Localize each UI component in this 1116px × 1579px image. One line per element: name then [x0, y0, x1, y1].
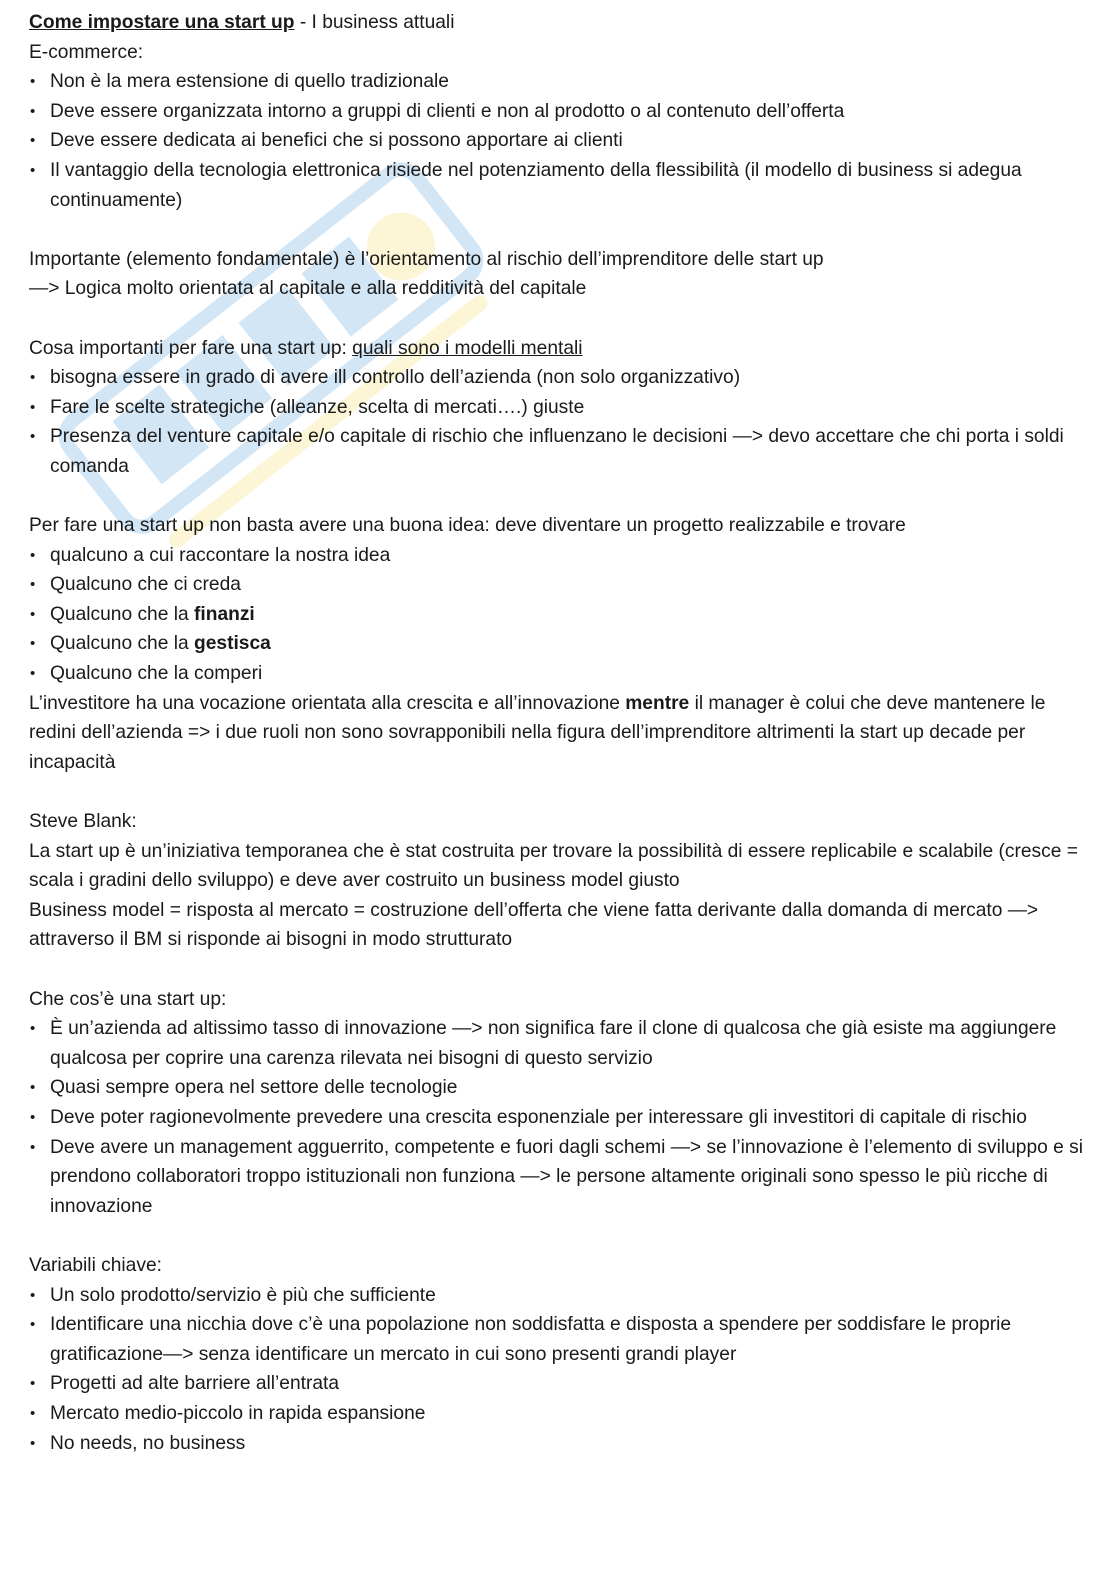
- list-item: • Quasi sempre opera nel settore delle tecnologie: [29, 1073, 1089, 1103]
- idea-list: [29, 541, 1089, 689]
- list-item: • Qualcuno che la comperi: [29, 659, 1089, 689]
- list-item: • bisogna essere in grado di avere ill controllo dell’azienda (non solo organizzativo): [29, 363, 1089, 393]
- blank-paragraph-2: Business model = risposta al mercato = costruzione dell’offerta che viene fatta derivante dalla domanda di mercato —> attraverso il BM si risponde ai bisogni in modo strutturato: [29, 899, 1039, 951]
- mental-models-heading: [29, 334, 1089, 364]
- what-is-list: [29, 1014, 1089, 1221]
- document-page: [29, 8, 1089, 1458]
- list-item: • Non è la mera estensione di quello tradizionale: [29, 67, 1089, 97]
- list-item: • Deve avere un management agguerrito, competente e fuori dagli schemi —> se l’innovazione è l’elemento di sviluppo e si prendono collaboratori troppo istituzionali non funziona —> le persone altamente originali sono spesso le più ricche di innovazione: [29, 1133, 1089, 1222]
- list-item: • È un’azienda ad altissimo tasso di innovazione —> non significa fare il clone di qualcosa che già esiste ma aggiungere qualcosa per coprire una carenza rilevata nei bisogni di questo servizio: [29, 1014, 1089, 1073]
- blank-heading: Steve Blank:: [29, 811, 137, 833]
- list-item: • Presenza del venture capitale e/o capitale di rischio che influenzano le decisioni —> devo accettare che chi porta i soldi comanda: [29, 422, 1089, 481]
- list-item: [29, 600, 1089, 630]
- idea-item4-prefix: Qualcuno che la: [50, 633, 194, 655]
- investor-prefix: L’investitore ha una vocazione orientata alla crescita e all’innovazione: [29, 692, 626, 714]
- list-item: • No needs, no business: [29, 1429, 1089, 1459]
- list-item: • Fare le scelte strategiche (alleanze, scelta di mercati….) giuste: [29, 393, 1089, 423]
- mental-models-list: [29, 363, 1089, 481]
- list-item: • qualcuno a cui raccontare la nostra idea: [29, 541, 1089, 571]
- what-is-heading: Che cos’è una start up:: [29, 988, 227, 1010]
- idea-heading: Per fare una start up non basta avere una buona idea: deve diventare un progetto realizzabile e trovare: [29, 515, 906, 537]
- mental-models-heading-prefix: Cosa importanti per fare una start up:: [29, 337, 353, 359]
- list-item: • Identificare una nicchia dove c’è una popolazione non soddisfatta e disposta a spendere per soddisfare le proprie gratificazione—> senza identificare un mercato in cui sono presenti grandi player: [29, 1310, 1089, 1369]
- idea-item3-prefix: Qualcuno che la: [50, 603, 194, 625]
- idea-item3-bold: finanzi: [194, 603, 255, 625]
- list-item: • Il vantaggio della tecnologia elettronica risiede nel potenziamento della flessibilità (il modello di business si adegua continuamente): [29, 156, 1089, 215]
- ecommerce-list: [29, 67, 1089, 215]
- mental-models-heading-underlined: quali sono i modelli mentali: [352, 337, 583, 359]
- list-item: • Un solo prodotto/servizio è più che sufficiente: [29, 1281, 1089, 1311]
- list-item: • Deve essere dedicata ai benefici che si possono apportare ai clienti: [29, 126, 1089, 156]
- blank-paragraph-1: La start up è un’iniziativa temporanea che è stat costruita per trovare la possibilità di essere replicabile e scalabile (cresce = scala i gradini dello sviluppo) e deve aver costruito un business model giusto: [29, 840, 1078, 892]
- title-strong: Come impostare una start up: [29, 12, 295, 33]
- list-item: • Deve essere organizzata intorno a gruppi di clienti e non al prodotto o al contenuto dell’offerta: [29, 97, 1089, 127]
- ecommerce-heading: E-commerce:: [29, 41, 144, 63]
- list-item: • Progetti ad alte barriere all’entrata: [29, 1369, 1089, 1399]
- idea-item4-bold: gestisca: [194, 633, 271, 655]
- list-item: • Mercato medio-piccolo in rapida espansione: [29, 1399, 1089, 1429]
- list-item: • Deve poter ragionevolmente prevedere una crescita esponenziale per interessare gli investitori di capitale di rischio: [29, 1103, 1089, 1133]
- list-item: • Qualcuno che ci creda: [29, 570, 1089, 600]
- title-rest: - I business attuali: [294, 12, 455, 33]
- investor-paragraph: [29, 689, 1089, 778]
- key-variables-list: [29, 1281, 1089, 1459]
- risk-line-2: —> Logica molto orientata al capitale e alla redditività del capitale: [29, 278, 587, 300]
- page-title: [29, 8, 1089, 38]
- list-item: [29, 629, 1089, 659]
- investor-bold: mentre: [625, 692, 690, 714]
- risk-line-1: Importante (elemento fondamentale) è l’orientamento al rischio dell’imprenditore delle start up: [29, 248, 824, 270]
- key-variables-heading: Variabili chiave:: [29, 1254, 162, 1276]
- investor-rest: il manager è colui che deve mantenere le redini dell’azienda => i due ruoli non sono sovrapponibili nella figura dell’imprenditore altrimenti la start up decade per incapacità: [29, 692, 1046, 773]
